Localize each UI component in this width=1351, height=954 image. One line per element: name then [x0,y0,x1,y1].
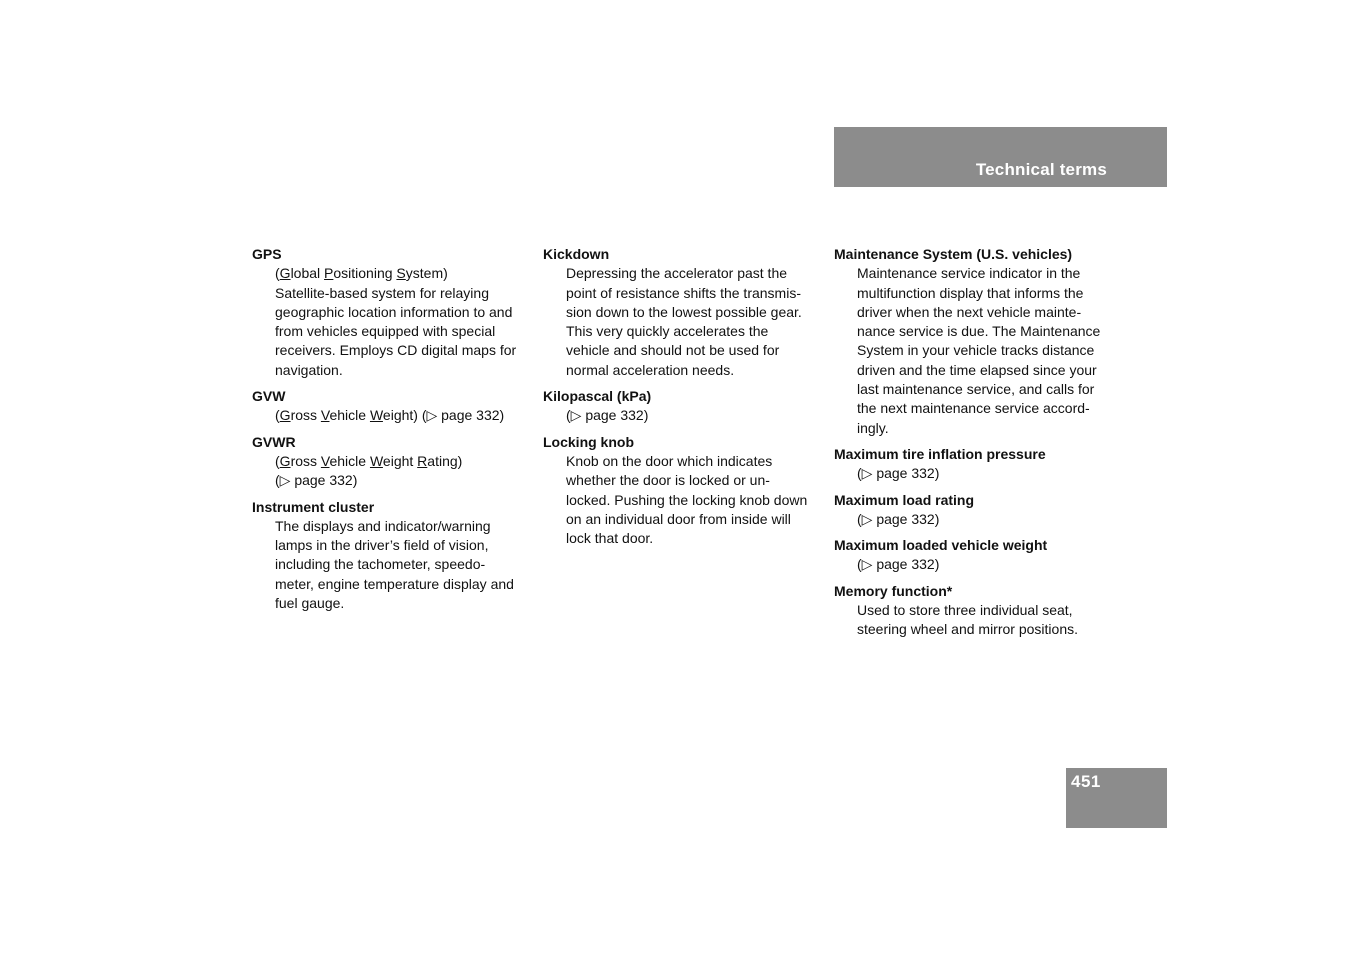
definition-line: ingly. [857,419,889,436]
definition-line: from vehicles equipped with special [275,323,496,340]
glossary-definition [543,452,825,548]
text-segment: ( [275,407,280,424]
definition-line: on an individual door from inside will [566,510,791,527]
definition-line: fuel gauge. [275,595,345,612]
section-header-bar [834,127,1167,187]
glossary-entry [252,433,534,491]
glossary-definition [543,264,825,380]
page-number-box [1066,768,1167,828]
text-segment: ( [275,265,280,282]
glossary-column-3 [834,245,1116,647]
definition-line: driver when the next vehicle mainte- [857,303,1082,320]
glossary-definition [834,555,1116,574]
underlined-letter: W [369,452,383,469]
text-segment: ehicle [329,407,370,424]
glossary-term: Locking knob [543,433,634,450]
glossary-definition [252,264,534,380]
definition-line: Knob on the door which indicates [566,452,773,469]
glossary-definition [543,406,825,425]
glossary-entry [543,245,825,380]
underlined-letter: S [396,265,406,282]
definition-line [275,452,534,471]
glossary-term: GVW [252,388,286,405]
glossary-entry [834,445,1116,484]
text-segment: lobal [290,265,325,282]
glossary-entry [834,536,1116,575]
definition-line: normal acceleration needs. [566,361,735,378]
text-segment: eight) (▷ page 332) [382,407,505,424]
underlined-letter: W [369,407,383,424]
glossary-entry [543,433,825,549]
underlined-letter: G [279,407,291,424]
glossary-entry [252,387,534,426]
glossary-term: Kilopascal (kPa) [543,388,652,405]
definition-line: whether the door is locked or un- [566,472,770,489]
glossary-term: Instrument cluster [252,498,375,515]
glossary-definition [834,264,1116,438]
underlined-letter: V [320,452,330,469]
definition-line: (▷ page 332) [566,407,649,424]
page-number: 451 [1071,772,1101,791]
definition-line: locked. Pushing the locking knob down [566,491,808,508]
underlined-letter: G [279,452,291,469]
glossary-entry [252,245,534,380]
glossary-term: Maintenance System (U.S. vehicles) [834,246,1073,262]
glossary-term: GPS [252,246,282,262]
text-segment: ehicle [329,452,370,469]
definition-line: lock that door. [566,530,654,547]
definition-line: The displays and indicator/warning [275,517,491,534]
text-segment: eight [382,452,418,469]
glossary-entry [543,387,825,426]
glossary-definition [834,464,1116,483]
glossary-term: Maximum loaded vehicle weight [834,537,1048,554]
glossary-term: Maximum load rating [834,491,975,508]
definition-line: multifunction display that informs the [857,284,1084,301]
glossary-term: Memory function* [834,582,953,599]
definition-line [275,406,534,425]
definition-line: This very quickly accelerates the [566,323,769,340]
glossary-term: Maximum tire inflation pressure [834,445,1046,462]
text-segment: ( [275,452,280,469]
glossary-definition [834,601,1116,640]
definition-line: driven and the time elapsed since your [857,361,1097,378]
glossary-entry [834,245,1116,438]
definition-line: Maintenance service indicator in the [857,265,1081,282]
definition-line: (▷ page 332) [275,472,358,489]
underlined-letter: R [417,452,428,469]
definition-line: (▷ page 332) [857,465,940,482]
glossary-entry [252,498,534,614]
text-segment: ross [290,452,321,469]
text-segment: ystem) [405,265,448,282]
definition-line: steering wheel and mirror positions. [857,621,1078,638]
definition-line: (▷ page 332) [857,556,940,573]
underlined-letter: P [324,265,334,282]
text-segment: ositioning [333,265,397,282]
glossary-column-2 [543,245,825,555]
section-title: Technical terms [975,160,1107,179]
definition-line [275,264,534,283]
glossary-definition [252,452,534,491]
glossary-entry [834,582,1116,640]
underlined-letter: G [279,265,291,282]
definition-line: lamps in the driver’s field of vision, [275,537,489,554]
definition-line: nance service is due. The Maintenance [857,323,1101,340]
text-segment: ross [290,407,321,424]
definition-line: Used to store three individual seat, [857,602,1073,619]
definition-line: Satellite-based system for relaying [275,284,489,301]
definition-line: point of resistance shifts the transmis- [566,284,801,301]
definition-line: including the tachometer, speedo- [275,556,486,573]
text-segment: ating) [427,452,463,469]
glossary-term: Kickdown [543,246,610,262]
definition-line: receivers. Employs CD digital maps for [275,342,517,359]
definition-line: sion down to the lowest possible gear. [566,303,802,320]
glossary-definition [834,510,1116,529]
definition-line: last maintenance service, and calls for [857,381,1095,398]
definition-line: meter, engine temperature display and [275,575,514,592]
definition-line: vehicle and should not be used for [566,342,780,359]
definition-line: geographic location information to and [275,303,513,320]
definition-line: Depressing the accelerator past the [566,265,788,282]
glossary-entry [834,491,1116,530]
glossary-definition [252,406,534,425]
definition-line: the next maintenance service accord- [857,400,1090,417]
glossary-definition [252,517,534,613]
definition-line: navigation. [275,361,343,378]
glossary-term: GVWR [252,433,296,450]
definition-line: System in your vehicle tracks distance [857,342,1095,359]
glossary-column-1 [252,245,534,620]
definition-line: (▷ page 332) [857,510,940,527]
underlined-letter: V [320,407,330,424]
